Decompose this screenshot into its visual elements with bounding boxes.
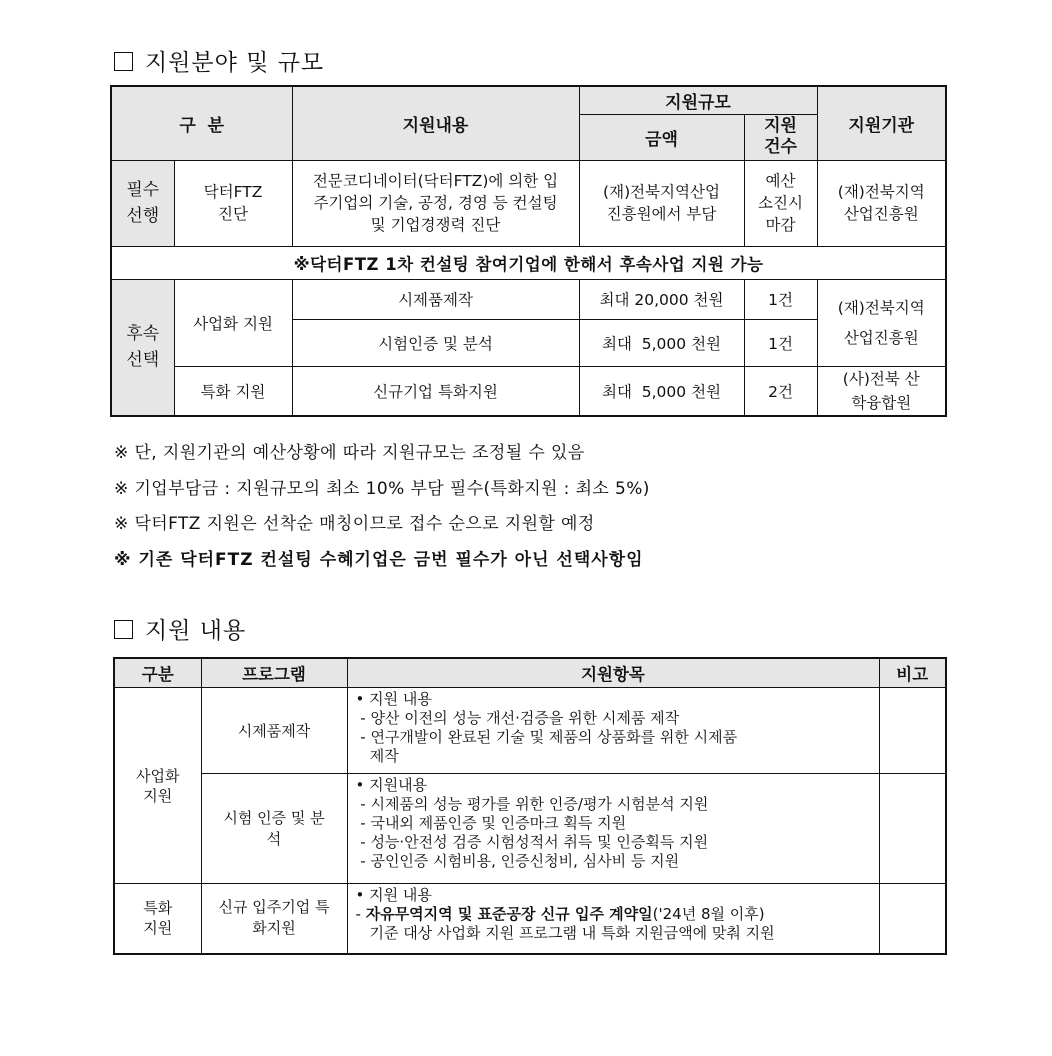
commercial-name: 사업화 지원: [174, 279, 292, 366]
item-line: • 지원 내용: [355, 886, 432, 904]
header-remark: 비고: [879, 658, 946, 688]
item-line: - 자유무역지역 및 표준공장 신규 입주 계약일('24년 8월 이후): [355, 905, 765, 923]
note-item: ※ 기업부담금 : 지원규모의 최소 10% 부담 필수(특화지원 : 최소 5%): [114, 478, 650, 499]
note-item-bold: ※ 기존 닥터FTZ 컨설팅 수혜기업은 금번 필수가 아닌 선택사항임: [114, 549, 644, 570]
header-category: 구분: [114, 658, 201, 688]
notes-list: [114, 436, 650, 578]
prototype-items: [347, 688, 879, 774]
special-count: 2건: [744, 366, 817, 416]
prototype-count: 1건: [744, 279, 817, 319]
prototype-program: 시제품제작: [201, 688, 347, 774]
required-amount: (재)전북지역산업 진흥원에서 부담: [579, 160, 744, 246]
special-name: 특화 지원: [174, 366, 292, 416]
remark-cell: [879, 688, 946, 774]
special-items: [347, 884, 879, 954]
item-line: - 시제품의 성능 평가를 위한 인증/평가 시험분석 지원: [355, 795, 709, 813]
special-agency: (사)전북 산학융합원: [817, 366, 946, 416]
commercial-agency: (재)전북지역 산업진흥원: [817, 279, 946, 366]
required-count: 예산 소진시 마감: [744, 160, 817, 246]
special-program: 신규 입주기업 특화지원: [201, 884, 347, 954]
section2-title: [114, 612, 246, 645]
header-items: 지원항목: [347, 658, 879, 688]
item-line: 기준 대상 사업화 지원 프로그램 내 특화 지원금액에 맞춰 지원: [369, 924, 775, 942]
test-content: 시험인증 및 분석: [292, 319, 579, 366]
follow-group: 후속 선택: [111, 279, 174, 416]
header-scale: 지원규모: [579, 86, 817, 114]
checkbox-square-icon: [114, 52, 133, 71]
special-item-bold: 자유무역지역 및 표준공장 신규 입주 계약일: [365, 905, 653, 923]
support-content-table: [113, 657, 947, 955]
header-category: 구 분: [111, 86, 292, 160]
note-item: ※ 단, 지원기관의 예산상황에 따라 지원규모는 조정될 수 있음: [114, 443, 585, 463]
section2-title-text: 지원 내용: [145, 618, 247, 644]
item-line: - 양산 이전의 성능 개선·검증을 위한 시제품 제작: [355, 709, 680, 727]
test-program: 시험 인증 및 분석: [201, 774, 347, 884]
item-line: 제작: [355, 747, 399, 765]
header-content: 지원내용: [292, 86, 579, 160]
remark-cell: [879, 774, 946, 884]
prototype-content: 시제품제작: [292, 279, 579, 319]
test-count: 1건: [744, 319, 817, 366]
item-line: - 성능·안전성 검증 시험성적서 취득 및 인증획득 지원: [355, 833, 709, 851]
required-agency: (재)전북지역 산업진흥원: [817, 160, 946, 246]
special-item-rest: ('24년 8월 이후): [652, 905, 765, 923]
item-line: • 지원 내용: [355, 690, 432, 708]
header-amount: 금액: [579, 114, 744, 160]
section1-title-text: 지원분야 및 규모: [145, 50, 325, 76]
support-scale-table: [110, 85, 947, 417]
item-line: - 공인인증 시험비용, 인증신청비, 심사비 등 지원: [355, 852, 680, 870]
required-group: 필수 선행: [111, 160, 174, 246]
header-agency: 지원기관: [817, 86, 946, 160]
item-line: - 국내외 제품인증 및 인증마크 획득 지원: [355, 814, 627, 832]
special-group: 특화 지원: [114, 884, 201, 954]
commercial-group: 사업화 지원: [114, 688, 201, 884]
notice-row: ※닥터FTZ 1차 컨설팅 참여기업에 한해서 후속사업 지원 가능: [111, 246, 946, 279]
section1-title: [114, 44, 324, 77]
special-content: 신규기업 특화지원: [292, 366, 579, 416]
item-line: • 지원내용: [355, 776, 428, 794]
required-name: 닥터FTZ 진단: [174, 160, 292, 246]
required-content: 전문코디네이터(닥터FTZ)에 의한 입주기업의 기술, 공정, 경영 등 컨설팅 및 기업경쟁력 진단: [292, 160, 579, 246]
special-amount: 최대 5,000 천원: [579, 366, 744, 416]
remark-cell: [879, 884, 946, 954]
note-item: ※ 닥터FTZ 지원은 선착순 매칭이므로 접수 순으로 지원할 예정: [114, 514, 595, 534]
header-count: 지원 건수: [744, 114, 817, 160]
test-items: [347, 774, 879, 884]
test-amount: 최대 5,000 천원: [579, 319, 744, 366]
item-line: - 연구개발이 완료된 기술 및 제품의 상품화를 위한 시제품: [355, 728, 738, 746]
prototype-amount: 최대 20,000 천원: [579, 279, 744, 319]
checkbox-square-icon: [114, 620, 133, 639]
header-program: 프로그램: [201, 658, 347, 688]
